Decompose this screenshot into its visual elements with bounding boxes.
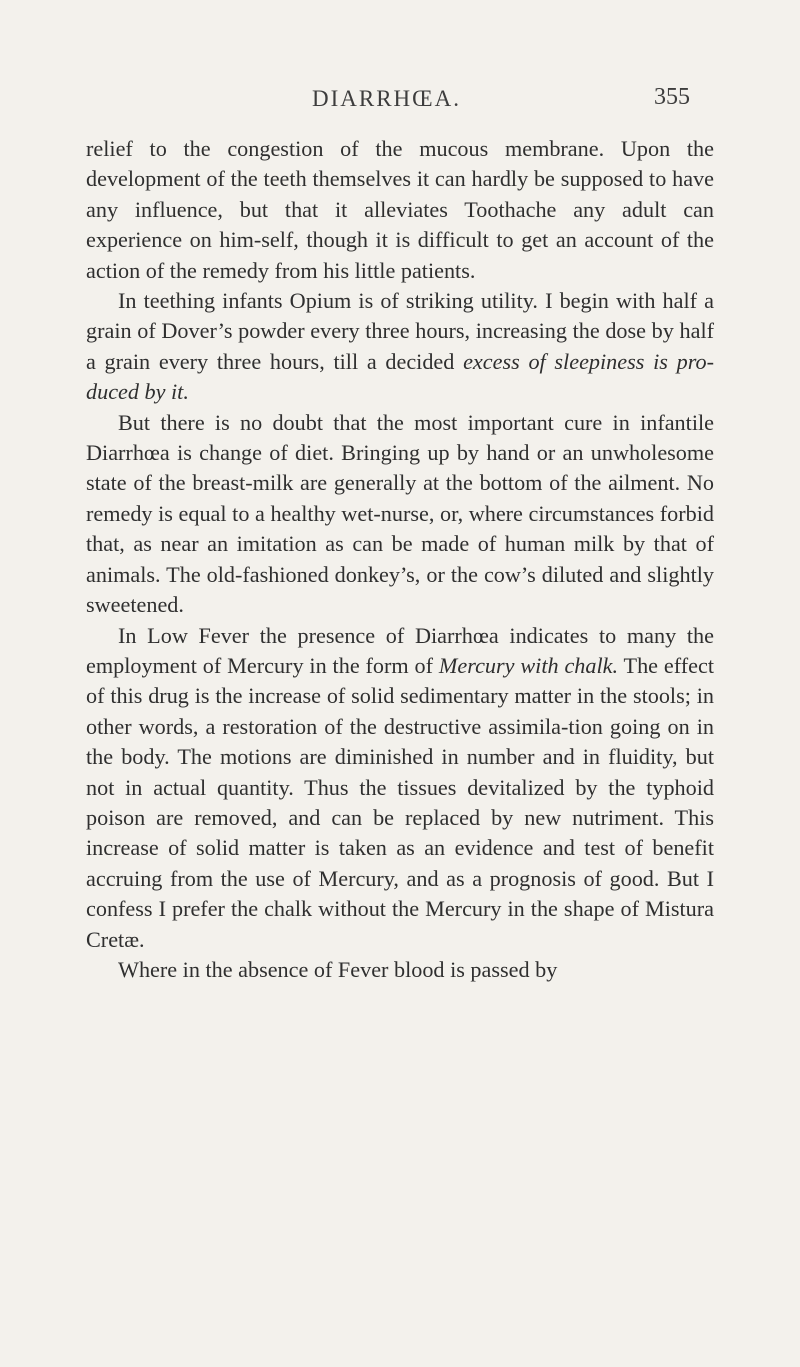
paragraph-3	[86, 408, 714, 621]
page-number: 355	[654, 84, 690, 110]
italic-segment: excess of sleepiness is pro-duced by it.	[86, 348, 714, 405]
text-segment: In teething infants Opium is of striking utility. I begin with half a grain of Dover’s powder every three hours, increasing the dose by half a grain every three hours, till a decided	[86, 288, 714, 374]
paragraph-2	[86, 286, 714, 408]
italic-segment: Mercury with chalk.	[438, 652, 619, 678]
body-text	[86, 134, 714, 985]
text-segment: In Low Fever the presence of Diarrhœa indicates to many the employment of Mercury in the form of	[86, 622, 714, 678]
paragraph-4	[86, 621, 714, 955]
text-segment: Where in the absence of Fever blood is passed by	[118, 956, 558, 982]
paragraph-5	[86, 955, 714, 985]
text-segment: The effect of this drug is the increase of solid sedimentary matter in the stools; in other words, a restoration of the destructive assimila-tion going on in the body. The motions are diminished in number and in fluidity, but not in actual quantity. Thus the tissues devitalized by the typhoid poison are removed, and can be replaced by new nutriment. This increase of solid matter is taken as an evidence and test of benefit accruing from the use of Mercury, and as a prognosis of good. But I confess I prefer the chalk without the Mercury in the shape of Mistura Cretæ.	[86, 652, 714, 952]
text-segment: relief to the congestion of the mucous membrane. Upon the development of the teeth themselves it can hardly be supposed to have any influence, but that it alleviates Toothache any adult can experience on him-self, though it is difficult to get an account of the action of the remedy from his little patients.	[86, 136, 714, 283]
text-segment: But there is no doubt that the most important cure in infantile Diarrhœa is change of diet. Bringing up by hand or an unwholesome state of the breast-milk are generally at the bottom of the ailment. No remedy is equal to a healthy wet-nurse, or, where circumstances forbid that, as near an imitation as can be made of human milk by that of animals. The old-fashioned donkey’s, or the cow’s diluted and slightly sweetened.	[86, 409, 714, 618]
running-title: DIARRHŒA.	[312, 86, 461, 111]
paragraph-1	[86, 134, 714, 286]
